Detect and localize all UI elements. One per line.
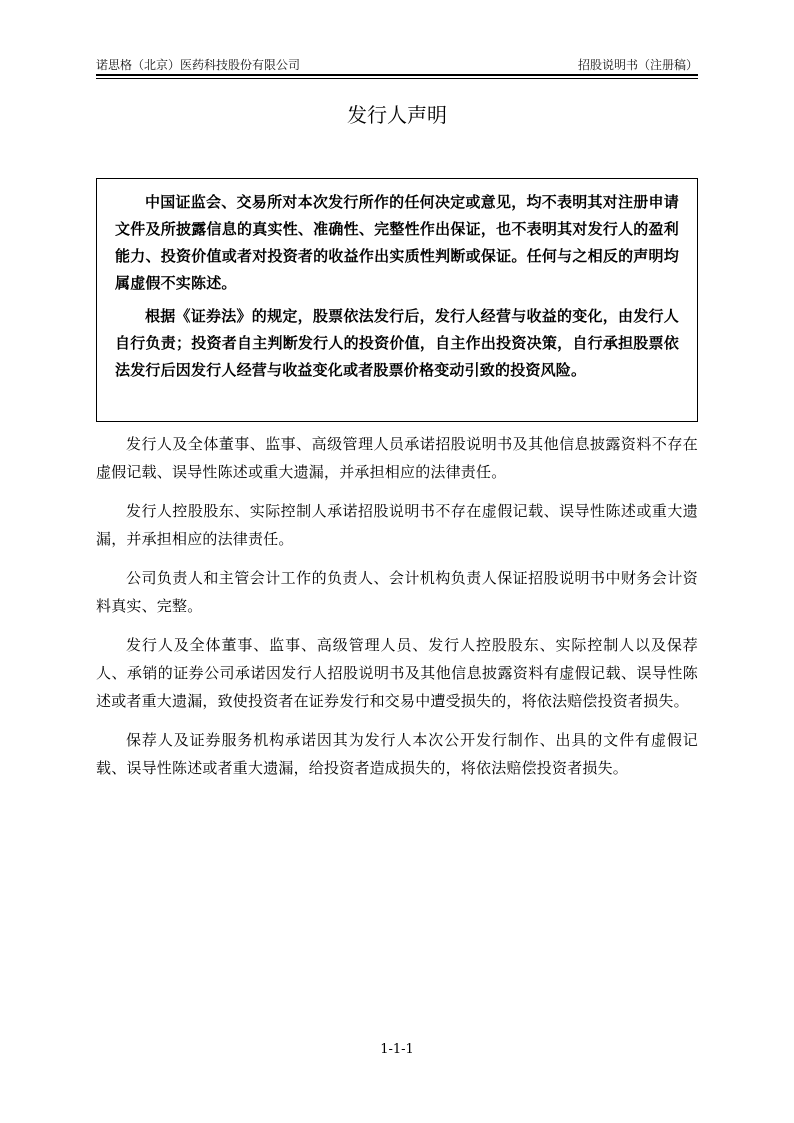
document-type: 招股说明书（注册稿） — [577, 58, 698, 72]
declaration-paragraph: 公司负责人和主管会计工作的负责人、会计机构负责人保证招股说明书中财务会计资料真实、完整。 — [96, 569, 698, 615]
page-title: 发行人声明 — [347, 103, 447, 127]
header-divider-thick — [96, 74, 698, 76]
notice-paragraph: 根据《证券法》的规定，股票依法发行后，发行人经营与收益的变化，由发行人自行负责；投资者自主判断发行人的投资价值，自主作出投资决策，自行承担股票依法发行后因发行人经营与收益变化或者股票价格变动引致的投资风险。 — [115, 307, 679, 379]
notice-paragraph: 中国证监会、交易所对本次发行所作的任何决定或意见，均不表明其对注册申请文件及所披露信息的真实性、准确性、完整性作出保证，也不表明其对发行人的盈利能力、投资价值或者对投资者的收益作出实质性判断或保证。任何与之相反的声明均属虚假不实陈述。 — [115, 193, 679, 292]
declaration-paragraph: 发行人控股股东、实际控制人承诺招股说明书不存在虚假记载、误导性陈述或重大遗漏，并承担相应的法律责任。 — [96, 502, 698, 548]
declaration-paragraph: 发行人及全体董事、监事、高级管理人员承诺招股说明书及其他信息披露资料不存在虚假记载、误导性陈述或重大遗漏，并承担相应的法律责任。 — [96, 435, 698, 481]
declaration-paragraph: 发行人及全体董事、监事、高级管理人员、发行人控股股东、实际控制人以及保荐人、承销的证券公司承诺因发行人招股说明书及其他信息披露资料有虚假记载、误导性陈述或者重大遗漏，致使投资者在证券发行和交易中遭受损失的，将依法赔偿投资者损失。 — [96, 636, 698, 710]
regulatory-notice-box — [96, 178, 698, 422]
page-number: 1-1-1 — [380, 1042, 414, 1057]
declaration-body — [96, 430, 698, 793]
header-divider-thin — [96, 78, 698, 79]
declaration-paragraph: 保荐人及证券服务机构承诺因其为发行人本次公开发行制作、出具的文件有虚假记载、误导性陈述或者重大遗漏，给投资者造成损失的，将依法赔偿投资者损失。 — [96, 731, 698, 777]
company-name: 诺思格（北京）医药科技股份有限公司 — [96, 58, 301, 72]
